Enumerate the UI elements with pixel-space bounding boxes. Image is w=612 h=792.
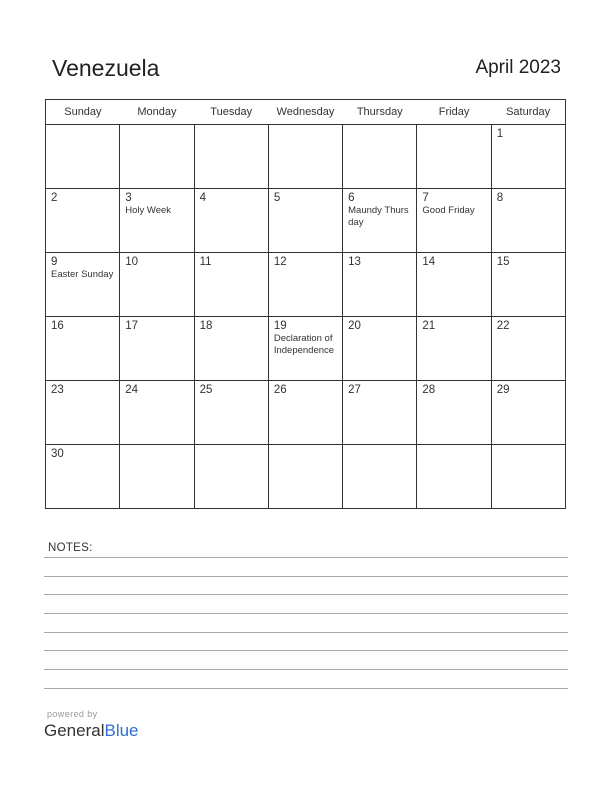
calendar-week-row: [46, 125, 566, 189]
calendar-week-row: [46, 253, 566, 317]
day-number: 29: [496, 384, 510, 396]
day-number: 28: [422, 384, 436, 396]
country-title: Venezuela: [52, 55, 160, 81]
weekday-header: Monday: [120, 100, 194, 125]
day-number: 3: [125, 192, 132, 204]
calendar-day-cell: [343, 253, 417, 317]
calendar-day-cell: [46, 253, 120, 317]
generalblue-logo: [44, 721, 139, 741]
calendar-day-cell: [491, 445, 565, 509]
calendar-day-cell: [268, 317, 342, 381]
note-line: [44, 669, 568, 670]
calendar-day-cell: [120, 445, 194, 509]
calendar-day-cell: [268, 125, 342, 189]
calendar-day-cell: [46, 317, 120, 381]
holiday-label: Good Friday: [422, 205, 475, 216]
day-number: 17: [125, 320, 139, 332]
calendar-day-cell: [491, 317, 565, 381]
calendar-day-cell: [194, 445, 268, 509]
weekday-header: Tuesday: [194, 100, 268, 125]
calendar-day-cell: [194, 381, 268, 445]
day-number: 11: [199, 256, 212, 268]
calendar-day-cell: [491, 189, 565, 253]
day-number: 2: [51, 192, 58, 204]
note-line: [44, 650, 568, 651]
calendar-day-cell: [417, 381, 491, 445]
calendar-day-cell: [120, 125, 194, 189]
day-number: 21: [422, 320, 436, 332]
weekday-header: Thursday: [343, 100, 417, 125]
weekday-header: Friday: [417, 100, 491, 125]
notes-label: NOTES:: [48, 542, 93, 554]
day-number: 12: [273, 256, 287, 268]
calendar-week-row: [46, 317, 566, 381]
day-number: 24: [125, 384, 139, 396]
day-number: 6: [348, 192, 355, 204]
day-number: 23: [51, 384, 64, 396]
holiday-label: Easter Sunday: [51, 269, 114, 280]
calendar-day-cell: [343, 189, 417, 253]
day-number: 8: [496, 192, 504, 204]
brand-general-text: General: [44, 721, 105, 740]
day-number: 1: [496, 128, 504, 140]
calendar-day-cell: [46, 381, 120, 445]
weekday-header: Saturday: [491, 100, 565, 125]
calendar-day-cell: [194, 125, 268, 189]
calendar-day-cell: [417, 317, 491, 381]
weekday-header-row: [46, 100, 566, 125]
holiday-label: Holy Week: [125, 205, 172, 216]
holiday-label: Declaration of Independence: [273, 333, 335, 356]
calendar-day-cell: [194, 189, 268, 253]
day-number: 7: [422, 192, 429, 204]
weekday-header: Wednesday: [268, 100, 342, 125]
calendar-day-cell: [343, 381, 417, 445]
note-line: [44, 557, 568, 558]
month-year-title: April 2023: [475, 57, 561, 78]
calendar-day-cell: [120, 317, 194, 381]
day-number: 14: [422, 256, 436, 268]
day-number: 26: [273, 384, 287, 396]
calendar-day-cell: [343, 125, 417, 189]
calendar-week-row: [46, 189, 566, 253]
calendar-day-cell: [491, 253, 565, 317]
day-number: 18: [199, 320, 213, 332]
powered-by-text: powered by: [47, 709, 98, 719]
calendar-day-cell: [417, 445, 491, 509]
calendar-day-cell: [194, 317, 268, 381]
note-line: [44, 576, 568, 577]
calendar-day-cell: [46, 189, 120, 253]
day-number: 30: [51, 448, 64, 460]
note-line: [44, 594, 568, 595]
calendar-day-cell: [491, 125, 565, 189]
day-number: 5: [273, 192, 281, 204]
calendar-day-cell: [120, 381, 194, 445]
calendar-day-cell: [417, 189, 491, 253]
note-line: [44, 613, 568, 614]
calendar-day-cell: [417, 253, 491, 317]
day-number: 10: [125, 256, 139, 268]
calendar-day-cell: [343, 445, 417, 509]
day-number: 27: [348, 384, 361, 396]
note-line: [44, 632, 568, 633]
calendar-day-cell: [268, 381, 342, 445]
day-number: 25: [199, 384, 213, 396]
calendar-day-cell: [268, 445, 342, 509]
weekday-header: Sunday: [46, 100, 120, 125]
calendar-week-row: [46, 445, 566, 509]
day-number: 16: [51, 320, 64, 332]
day-number: 4: [199, 192, 206, 204]
day-number: 15: [496, 256, 510, 268]
calendar-day-cell: [46, 445, 120, 509]
day-number: 20: [348, 320, 361, 332]
day-number: 13: [348, 256, 361, 268]
calendar-day-cell: [417, 125, 491, 189]
calendar-day-cell: [491, 381, 565, 445]
day-number: 9: [51, 256, 58, 268]
note-line: [44, 688, 568, 689]
calendar-day-cell: [120, 189, 194, 253]
calendar-week-row: [46, 381, 566, 445]
calendar-day-cell: [46, 125, 120, 189]
brand-blue-text: Blue: [104, 721, 139, 740]
calendar-day-cell: [194, 253, 268, 317]
calendar-day-cell: [343, 317, 417, 381]
day-number: 19: [273, 320, 287, 332]
calendar-day-cell: [268, 253, 342, 317]
calendar-day-cell: [268, 189, 342, 253]
calendar-grid: [45, 99, 566, 509]
holiday-label: Maundy Thursday: [348, 205, 409, 228]
day-number: 22: [496, 320, 510, 332]
calendar-day-cell: [120, 253, 194, 317]
